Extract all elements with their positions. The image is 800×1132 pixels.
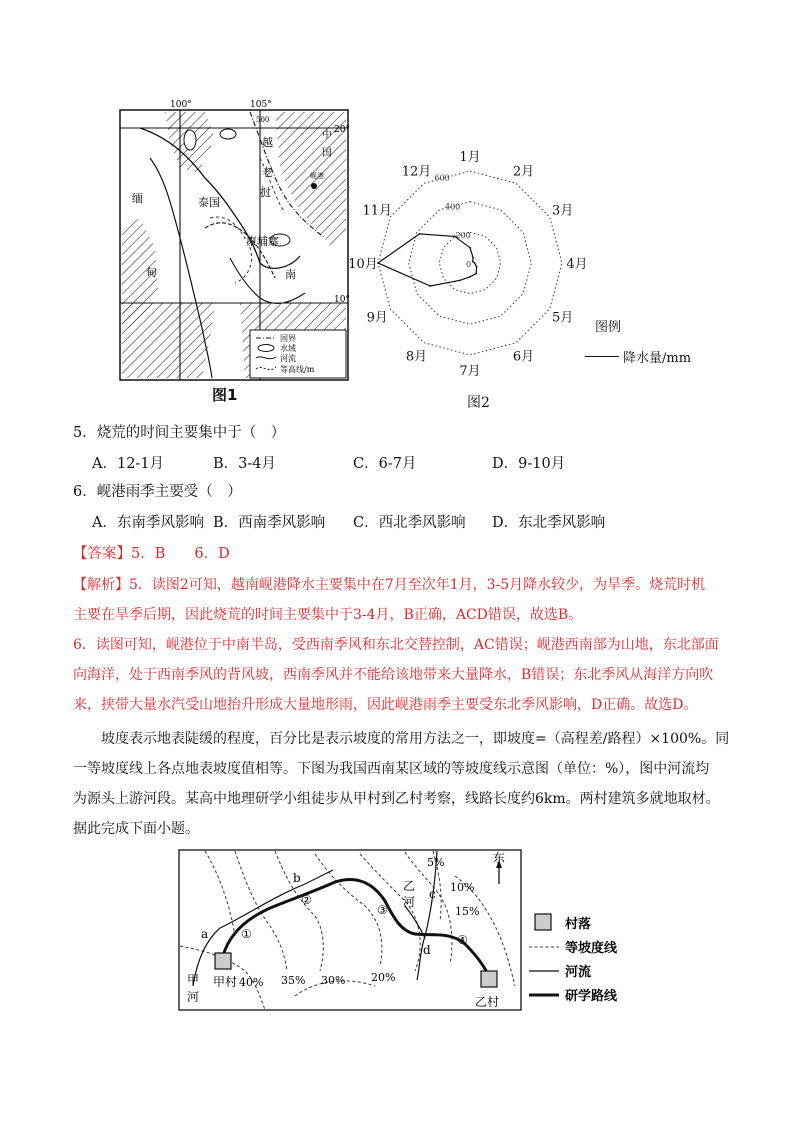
radar-month-label: 3月 [552, 203, 574, 219]
figure2-radar [350, 150, 710, 380]
route-point-4: ④ [457, 933, 468, 947]
radar-point-7 [469, 276, 471, 278]
point-b: b [293, 871, 301, 885]
place-burma-2: 甸 [146, 266, 157, 279]
q5-option-c: C．6-7月 [353, 456, 417, 472]
village-yi-label: 乙村 [475, 995, 500, 1009]
radar-month-label: 9月 [366, 310, 388, 326]
radar-legend [585, 347, 691, 366]
radar-month-label: 10月 [350, 257, 378, 272]
radar-point-2 [472, 257, 474, 259]
analysis-block [73, 570, 733, 720]
place-china-1: 中 [322, 130, 332, 141]
route-point-3: ③ [377, 903, 388, 917]
analysis-line: 向海洋，处于西南季风的背风坡，西南季风并不能给该地带来大量降水，B错误；东北季风从海洋方向吹 [73, 667, 714, 683]
point-d: d [423, 943, 431, 957]
radar-ring-label: 200 [455, 231, 471, 241]
village-jia-marker [215, 953, 231, 969]
analysis-line: 主要在旱季后期，因此烧荒的时间主要集中于3-4月，B正确，ACD错误，故选B。 [73, 607, 583, 623]
river-yi-label-2: 河 [403, 895, 416, 909]
slope-label-30: 30% [321, 974, 346, 987]
village-jia-label: 甲村 [213, 975, 238, 989]
place-vietnam-1: 越 [262, 136, 273, 149]
radar-month-label: 12月 [401, 164, 432, 180]
intro-line: 为源头上游河段。某高中地理研学小组徒步从甲村到乙村考察，线路长度约6km。两村建筑多就地取材。 [73, 791, 720, 807]
q5-option-b: B．3-4月 [213, 456, 277, 472]
q6-option-b: B．西南季风影响 [213, 515, 326, 531]
radar-point-3 [472, 261, 474, 263]
radar-month-label: 11月 [362, 203, 393, 219]
slope-label-5: 5% [427, 856, 445, 869]
river-jia-label-1: 甲 [187, 973, 200, 987]
radar-month-label: 2月 [512, 164, 535, 180]
river-yi-label-1: 乙 [403, 879, 416, 893]
radar-ring-label: 600 [434, 173, 450, 183]
q6-option-d: D．东北季风影响 [492, 515, 606, 531]
point-c: c [429, 887, 436, 901]
lat-label-20: 20° [334, 125, 350, 135]
radar-point-8 [459, 279, 461, 281]
point-a: a [201, 927, 209, 941]
figure1-caption: 图1 [212, 386, 238, 404]
radar-point-6 [475, 273, 477, 275]
legend-village-icon [535, 914, 551, 930]
legend-river: 河流 [280, 354, 296, 363]
place-thailand: 泰国 [198, 196, 220, 209]
analysis-line: 【解析】5．读图2可知，越南岘港降水主要集中在7月至次年1月，3-5月降水较少，为旱季。烧荒时机 [73, 577, 706, 593]
radar-month-label: 4月 [566, 257, 588, 272]
q6-stem: 6．岘港雨季主要受（ ） [73, 484, 242, 500]
figure1-map [110, 98, 360, 388]
route-point-1: ① [241, 927, 252, 941]
lat-label-10: 10° [334, 295, 350, 305]
q5-stem: 5．烧荒的时间主要集中于（ ） [73, 425, 286, 441]
q6-option-c: C．西北季风影响 [353, 515, 466, 531]
place-laos-2: 挝 [260, 186, 271, 199]
lon-label-100: 100° [170, 100, 192, 110]
place-vietnam-2: 南 [285, 268, 296, 281]
legend-contour: 等高线/m [280, 365, 315, 374]
legend-river: 河流 [565, 965, 592, 980]
intro-line: 坡度表示地表陡缓的程度，百分比是表示坡度的常用方法之一，即坡度=（高程差/路程）×100%。同 [73, 731, 730, 747]
radar-point-12 [454, 236, 456, 238]
place-danang: 岘港 [310, 172, 324, 180]
radar-month-label: 8月 [405, 349, 428, 365]
q5-option-d: D．9-10月 [492, 456, 566, 472]
slope-label-35: 35% [281, 974, 306, 987]
contour-value: 500 [256, 116, 270, 124]
radar-ring-label: 0 [466, 260, 472, 269]
radar-point-5 [476, 266, 478, 268]
legend-village: 村落 [565, 917, 592, 932]
danang-marker [311, 183, 317, 189]
place-burma-1: 缅 [132, 192, 143, 205]
lon-label-105: 105° [250, 100, 272, 110]
legend-slope: 等坡度线 [565, 941, 618, 956]
intro-line: 一等坡度线上各点地表坡度值相等。下图为我国西南某区域的等坡度线示意图（单位：%），图中河流均 [73, 761, 710, 777]
figure2-caption: 图2 [467, 395, 490, 411]
slope-label-15: 15% [455, 905, 480, 918]
north-arrow-label: 东 [493, 851, 506, 865]
radar-month-label: 6月 [512, 349, 535, 365]
radar-point-1 [469, 247, 471, 249]
radar-ring-label: 400 [445, 202, 461, 212]
intro-paragraph [73, 724, 733, 844]
place-laos-1: 老 [262, 166, 273, 179]
village-yi-marker [481, 971, 497, 987]
slope-label-10: 10% [450, 881, 475, 894]
legend-route: 研学路线 [565, 989, 618, 1004]
analysis-line: 来，挟带大量水汽受山地抬升形成大量地形雨，因此岘港雨季主要受东北季风影响，D正确。故选D。 [73, 697, 698, 713]
legend-water: 水域 [280, 344, 296, 353]
radar-month-label: 5月 [552, 310, 574, 326]
slope-label-40: 40% [239, 976, 264, 989]
q5-option-a: A．12-1月 [92, 456, 165, 472]
analysis-line: 6．读图可知，岘港位于中南半岛，受西南季风和东北交替控制，AC错误；岘港西南部为山地，东北部面 [73, 637, 719, 653]
intro-line: 据此完成下面小题。 [73, 821, 199, 837]
route-point-2: ② [301, 893, 312, 907]
radar-point-9 [429, 285, 431, 287]
legend-line-swatch [585, 356, 619, 357]
radar-month-label: 7月 [459, 364, 481, 379]
radar-point-11 [419, 233, 421, 235]
figure3-slope-map [175, 846, 645, 1016]
legend-rainfall-label: 降水量/mm [623, 351, 692, 366]
place-china-2: 国 [322, 148, 332, 159]
radar-legend-title: 图例 [595, 320, 622, 335]
river-jia-label-2: 河 [187, 990, 200, 1004]
radar-rainfall-series [378, 234, 477, 286]
slope-label-20: 20% [371, 971, 396, 984]
radar-point-4 [474, 262, 476, 264]
place-cambodia: 柬埔寨 [246, 235, 279, 248]
radar-month-label: 1月 [459, 150, 481, 165]
q6-option-a: A．东南季风影响 [92, 515, 204, 531]
answer-line: 【答案】5．B 6．D [73, 546, 230, 562]
legend-border: 国界 [280, 334, 296, 343]
